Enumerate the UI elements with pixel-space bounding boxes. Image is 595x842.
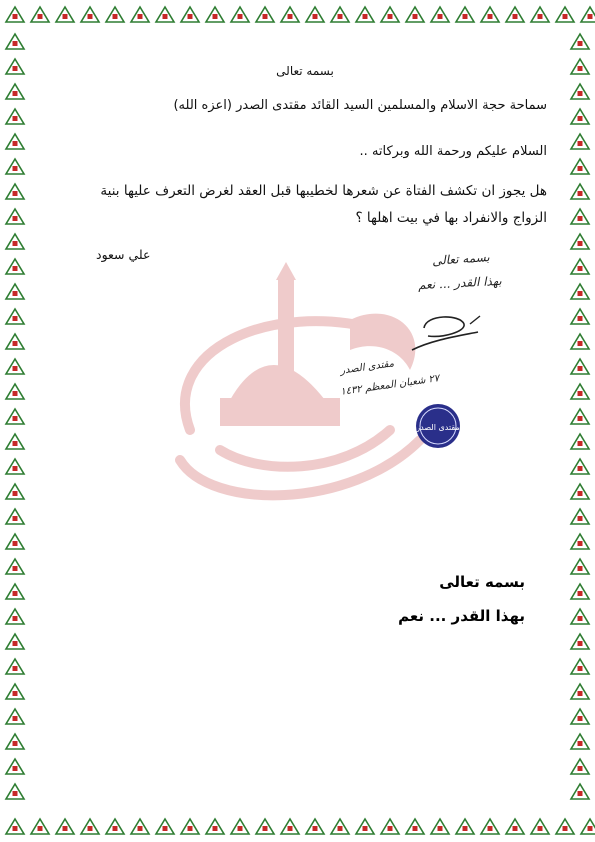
shrine-watermark-logo xyxy=(150,260,450,520)
decorative-border-bottom xyxy=(0,812,595,842)
official-seal-stamp xyxy=(414,402,462,450)
handwritten-reply-answer: بهذا القدر ... نعم xyxy=(417,273,502,293)
letter-address: سماحة حجة الاسلام والمسلمين السيد القائد مقتدى الصدر (اعزه الله) xyxy=(173,98,547,113)
handwritten-reply-heading: بسمه تعالى xyxy=(431,250,491,268)
decorative-border-top xyxy=(0,0,595,30)
handwritten-signature xyxy=(406,310,486,358)
svg-text:مقتدى الصدر: مقتدى الصدر xyxy=(416,423,460,432)
answer-text: بهذا القدر ... نعم xyxy=(398,607,525,625)
decorative-border-left xyxy=(0,30,30,812)
handwritten-signer-name: مقتدى الصدر xyxy=(339,358,395,377)
letter-question: هل يجوز ان تكشف الفتاة عن شعرها لخطيبها قبل العقد لغرض التعرف عليها بنية الزواج والانفراد بها في بيت اهلها ؟ xyxy=(100,183,547,226)
answer-heading: بسمه تعالى xyxy=(439,573,525,591)
letter-greeting: السلام عليكم ورحمة الله وبركاته .. xyxy=(359,144,547,159)
handwritten-date: ٢٧ شعبان المعظم ١٤٣٢ xyxy=(339,373,440,398)
decorative-border-right xyxy=(565,30,595,812)
sender-name: علي سعود xyxy=(96,247,151,262)
letter-heading: بسمه تعالى xyxy=(276,64,334,78)
